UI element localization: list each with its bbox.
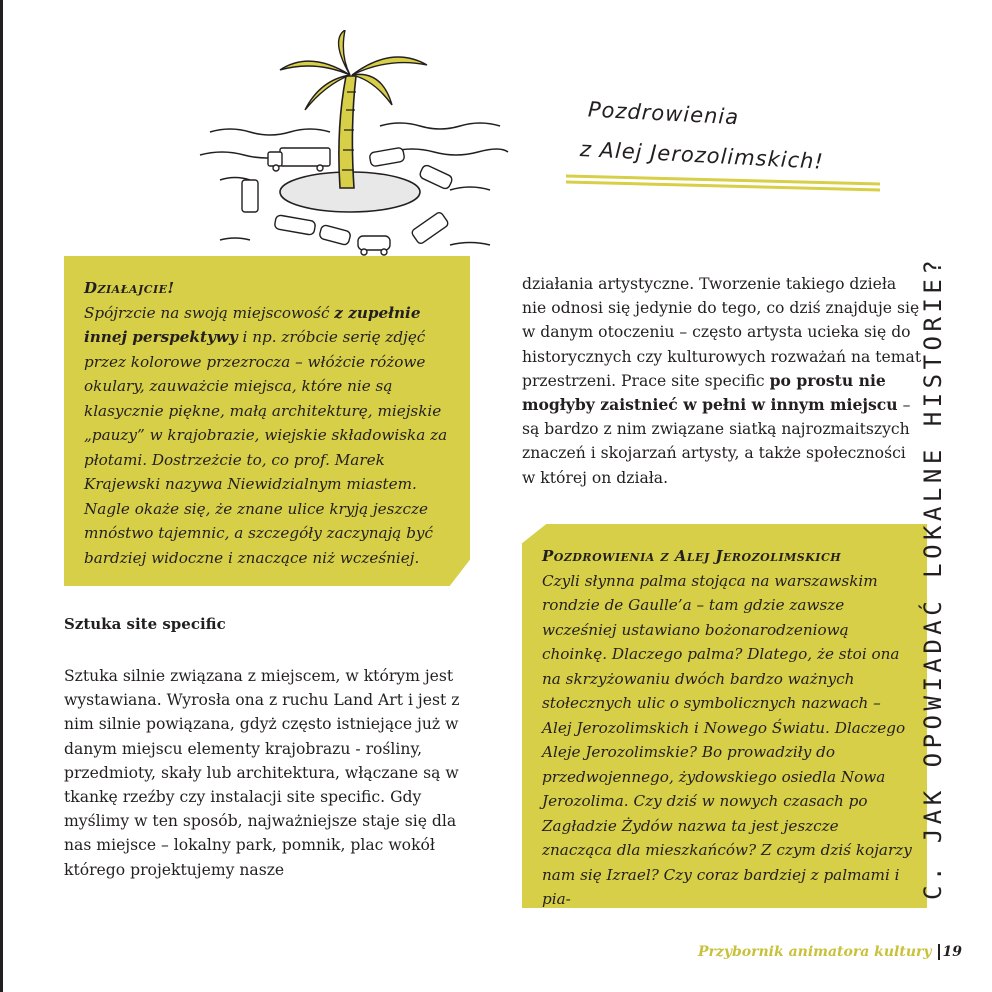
page-footer	[698, 944, 962, 960]
right-column-bold: po prostu nie mogłyby zaistnieć w pełni w innym miejscu	[522, 370, 898, 415]
palm-leaf	[352, 57, 427, 75]
greeting-line-2: z Alej Jerozolimskich!	[579, 137, 825, 174]
action-box-text-1: Spójrzcie na swoją miejscowość	[84, 303, 335, 322]
right-column-text-1: działania artystyczne. Tworzenie takiego dzieła nie odnosi się jedynie do tego, co dziś znajduje się w danym otoczeniu – często artysta ucieka się do historycznych czy kulturowych rozważań na temat przestrzeni. Prace site specific	[522, 275, 922, 390]
greeting-handwritten	[579, 92, 910, 174]
chapter-title-vertical: C. JAK OPOWIADAĆ LOKALNE HISTORIE?	[919, 255, 947, 900]
action-box-text-2: i np. zróbcie serię zdjęć przez kolorowe przezrocza – włóżcie różowe okulary, zauważcie miejsca, które nie są klasycznie piękne, małą architekturę, miejskie „pauzy” w krajobrazie, wiejskie składowiska za płotami. Dostrzeżcie to, co prof. Marek Krajewski nazywa Niewidzialnym miastem. Nagle okaże się, że znane ulice kryją jeszcze mnóstwo tajemnic, a szczegóły zaczynają być bardziej widoczne i znaczące niż wcześniej.	[84, 328, 448, 567]
car-drawing	[319, 224, 352, 245]
right-column-text	[522, 272, 922, 490]
wave-line	[380, 123, 500, 129]
greeting-underline	[564, 172, 884, 192]
right-column-text-2: – są bardzo z nim związane siatką najrozmaitszych znaczeń i skojarzań artysty, a także społeczności w której on działa.	[522, 396, 911, 487]
wave-line	[220, 238, 250, 240]
car-drawing	[274, 215, 316, 236]
car-drawing	[369, 147, 405, 167]
car-drawing	[242, 180, 258, 212]
action-box-title: Działajcie!	[84, 279, 175, 297]
info-box-text: Czyli słynna palma stojąca na warszawskim rondzie de Gaulle’a – tam gdzie zawsze wcześniej ustawiano bożonarodzeniową choinkę. Dlaczego palma? Dlatego, że stoi ona na skrzyżowaniu dwóch bardzo ważnych stołecznych ulic o symbolicznych nazwach – Alej Jerozolimskich i Nowego Światu. Dlaczego Aleje Jerozolimskie? Bo prowadziły do przedwojennego, żydowskiego osiedla Nowa Jerozolima. Czy dziś w nowych czasach po Zagładzie Żydów nazwa ta jest jeszcze znacząca dla mieszkańców? Z czym dziś kojarzy nam się Izrael? Czy coraz bardziej z palmami i pia-	[542, 571, 912, 908]
footer-title: Przybornik animatora kultury	[698, 944, 932, 960]
wave-line	[390, 149, 508, 155]
car-drawing	[411, 211, 450, 245]
action-box-bold: z zupełnie innej perspektywy	[84, 303, 421, 346]
palm-leaf	[352, 74, 392, 105]
page-number: 19	[938, 944, 962, 960]
wave-line	[450, 243, 490, 246]
wave-line	[210, 129, 330, 135]
info-box	[542, 544, 912, 912]
wave-line	[450, 187, 490, 190]
car-drawing	[419, 164, 454, 190]
palm-leaf	[280, 61, 350, 75]
action-box	[84, 276, 456, 570]
car-drawing	[358, 236, 390, 250]
page-edge-line	[0, 0, 3, 992]
info-box-title: Pozdrowienia z Alej Jerozolimskich	[542, 547, 842, 565]
truck-drawing	[280, 148, 330, 166]
palm-roundabout-illustration	[180, 30, 510, 280]
section-body: Sztuka silnie związana z miejscem, w którym jest wystawiana. Wyrosła ona z ruchu Land Art i jest z nim silnie powiązana, gdyż często istniejące już w danym miejscu elementy krajobrazu - rośliny, przedmioty, skały lub architektura, włączane są w tkankę rzeźby czy instalacji site specific. Gdy myślimy w ten sposób, najważniejsze staje się dla nas miejsce – lokalny park, pomnik, plac wokół którego projektujemy nasze	[64, 667, 460, 879]
palm-leaf	[339, 30, 350, 75]
palm-trunk	[339, 76, 356, 188]
section-title: Sztuka site specific	[64, 615, 226, 633]
greeting-line-1: Pozdrowienia	[587, 97, 740, 130]
